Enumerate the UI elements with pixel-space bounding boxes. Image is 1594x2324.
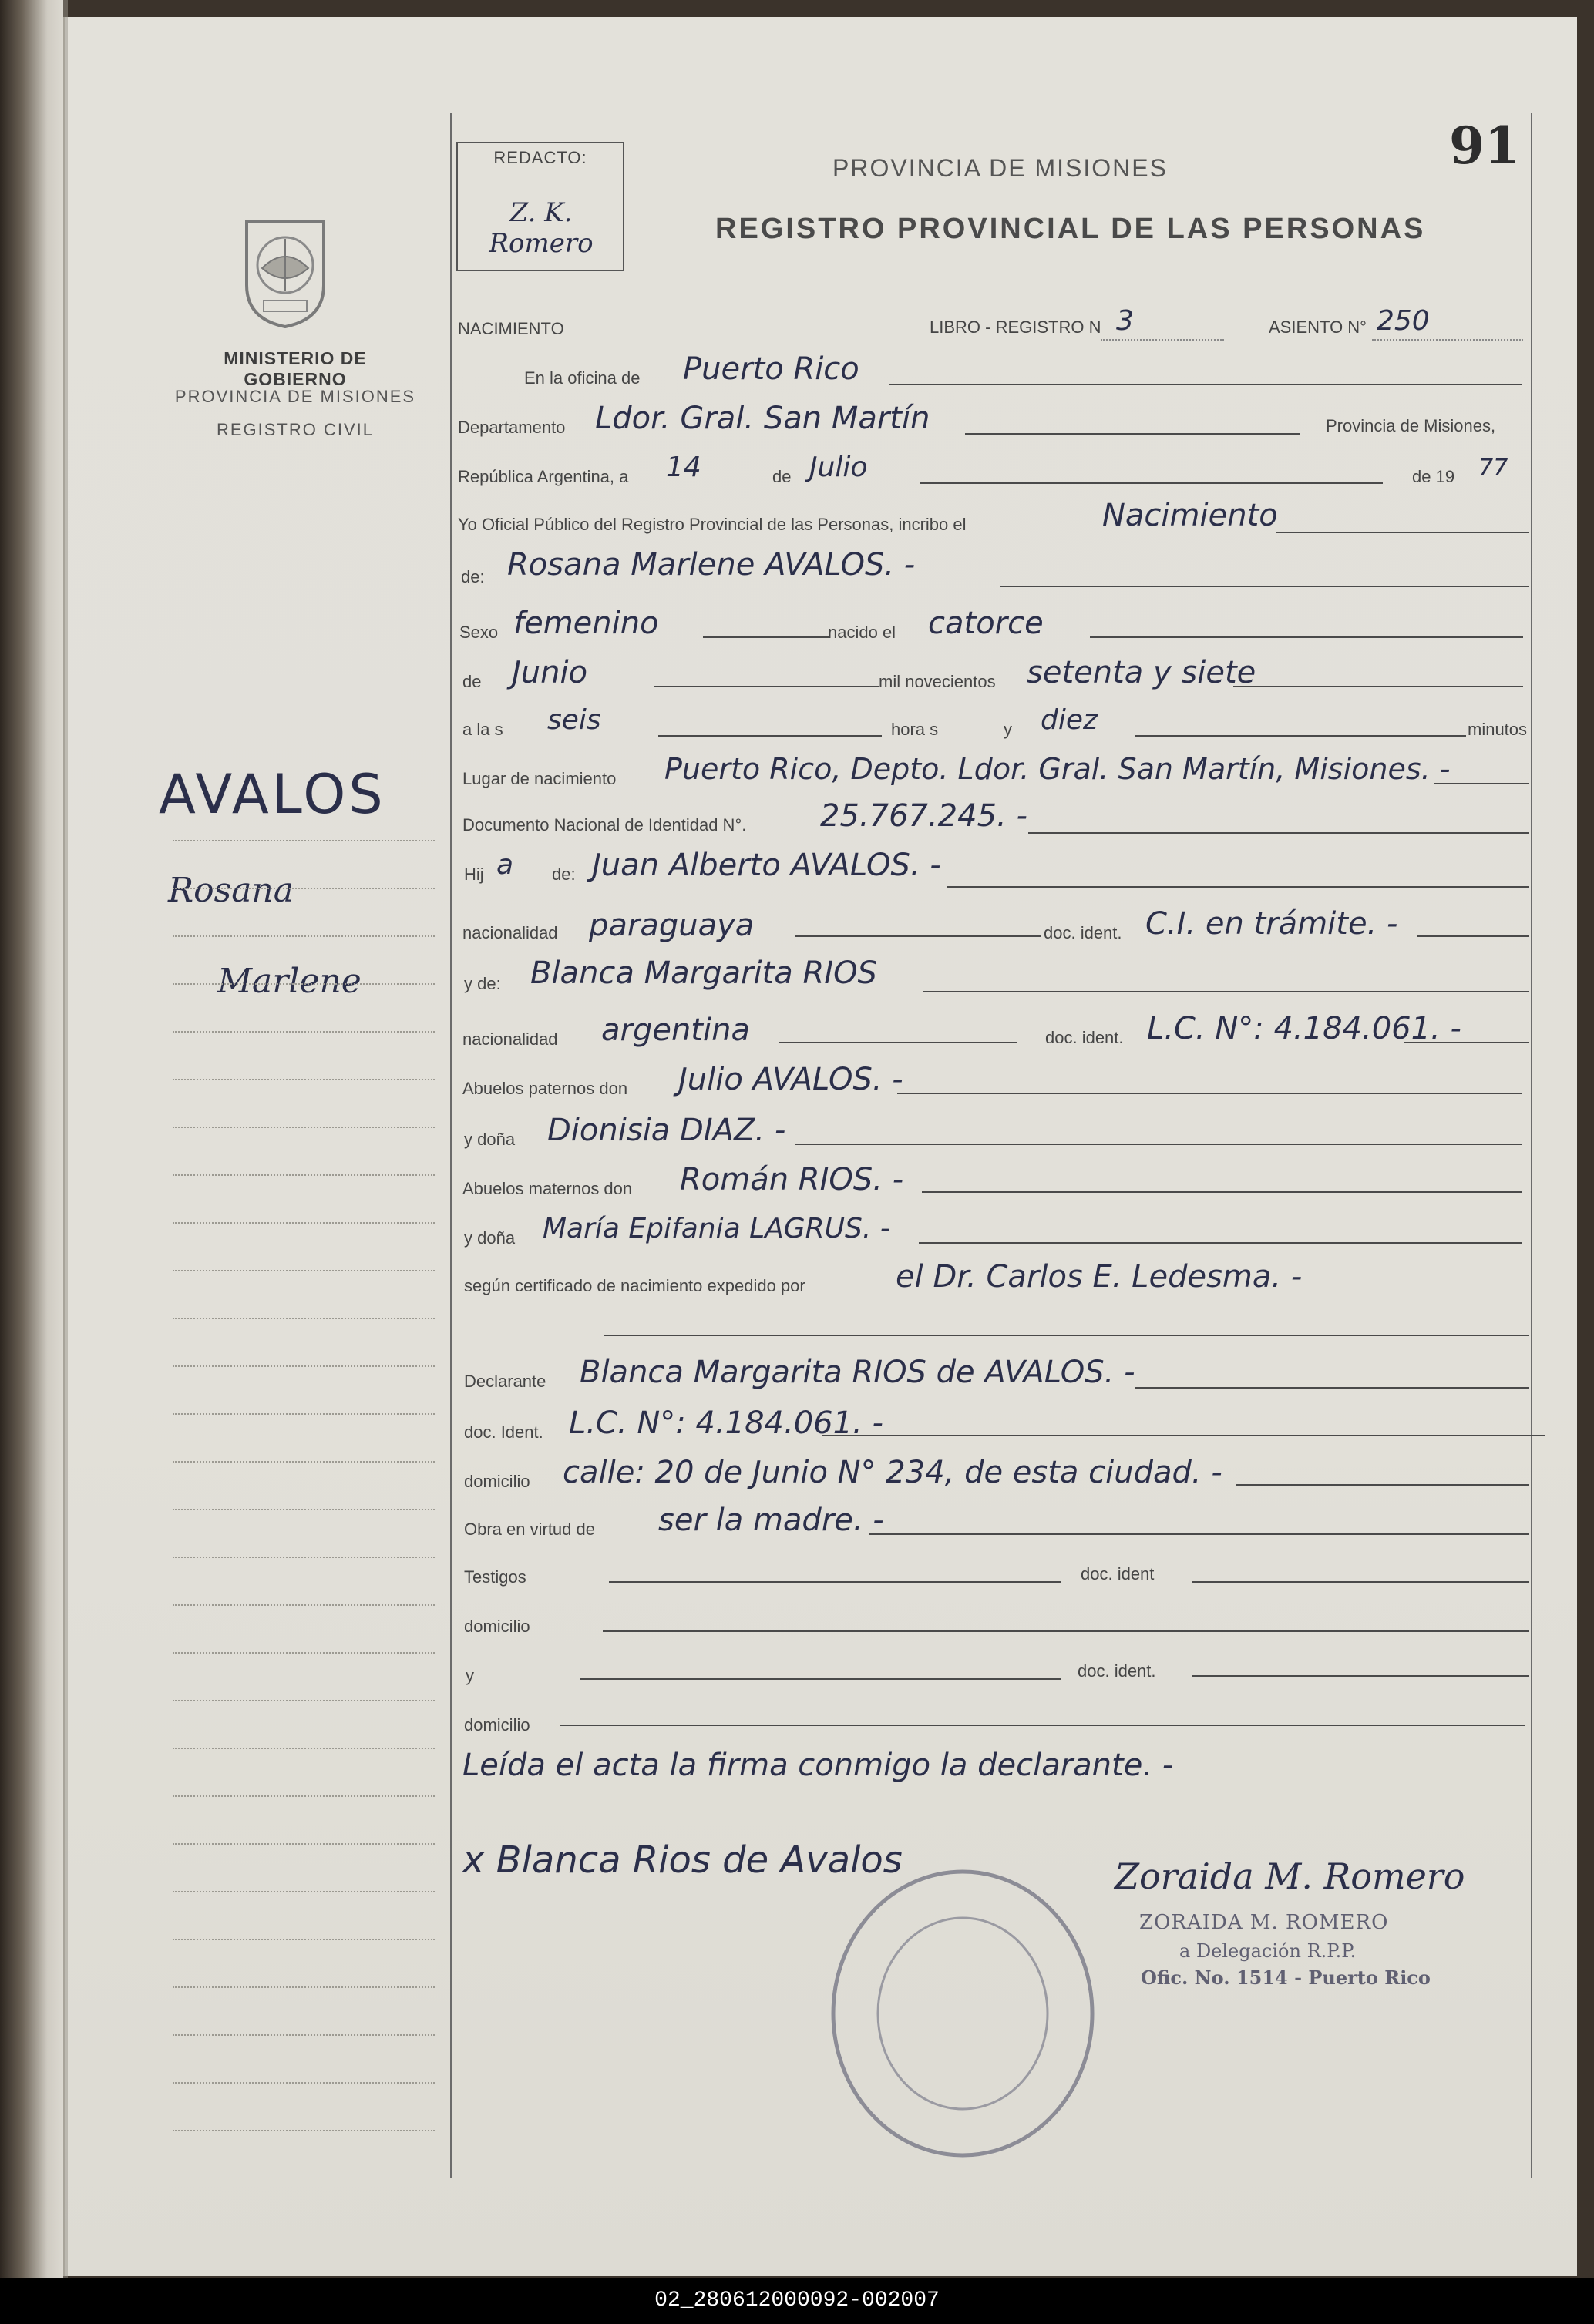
ydona1-label: y doña (464, 1130, 516, 1149)
nacido-value: catorce (928, 606, 1044, 641)
domicilio-label: domicilio (464, 1472, 530, 1491)
cert-value: el Dr. Carlos E. Ledesma. - (896, 1259, 1303, 1295)
nombre-value: Rosana Marlene AVALOS. - (507, 547, 916, 583)
minutos-label: minutos (1468, 720, 1528, 739)
page-binding (63, 0, 68, 2278)
docident-label: doc. Ident. (464, 1422, 543, 1442)
abpat2-value: Dionisia DIAZ. - (547, 1113, 786, 1148)
margin-dotted-line (173, 1748, 435, 1749)
provincia-label: Provincia de Misiones, (1326, 416, 1496, 435)
day-value: 14 (666, 452, 701, 483)
margin-dotted-line (173, 1891, 435, 1892)
departamento-label: Departamento (458, 418, 566, 437)
header-registry: REGISTRO PROVINCIAL DE LAS PERSONAS (715, 213, 1426, 245)
margin-dotted-line (173, 1127, 435, 1128)
lugar-value: Puerto Rico, Depto. Ldor. Gral. San Martín, Misiones. - (664, 752, 1451, 786)
declarante-label: Declarante (464, 1372, 546, 1391)
margin-dotted-line (173, 1509, 435, 1510)
redacto-signature: Z. K. Romero (489, 197, 594, 259)
margin-dotted-line (173, 983, 435, 985)
domicilio-line (1236, 1484, 1529, 1486)
book-edge (0, 0, 63, 2278)
official-office: Ofic. No. 1514 - Puerto Rico (1141, 1966, 1431, 1989)
y2-label: y (466, 1666, 474, 1685)
hija-label: Hij (464, 865, 484, 884)
leida-value: Leída el acta la firma conmigo la declarante. - (462, 1748, 1174, 1783)
anio-nac-line (1233, 686, 1523, 687)
de3-label: de (462, 672, 482, 691)
lugar-label: Lugar de nacimiento (462, 769, 617, 788)
official-name: ZORAIDA M. ROMERO (1139, 1911, 1389, 1934)
cert-label: según certificado de nacimiento expedido por (464, 1276, 805, 1295)
abpat-label: Abuelos paternos don (462, 1079, 628, 1098)
docid1-value: C.I. en trámite. - (1145, 906, 1398, 942)
header-province: PROVINCIA DE MISIONES (832, 154, 1168, 182)
margin-given-name-1: Rosana (168, 871, 294, 910)
asiento-dots (1372, 339, 1523, 341)
redacto-label: REDACTO: (493, 148, 587, 167)
margin-surname: AVALOS (159, 763, 386, 826)
obra-label: Obra en virtud de (464, 1520, 595, 1539)
margin-dotted-line (173, 1795, 435, 1797)
abmat-line (922, 1191, 1522, 1193)
abpat2-line (795, 1144, 1522, 1145)
margin-dotted-line (173, 840, 435, 841)
republica-label: República Argentina, a (458, 467, 629, 486)
departamento-value: Ldor. Gral. San Martín (595, 401, 930, 436)
docid1-label: doc. ident. (1044, 923, 1122, 942)
domicilio2-label: domicilio (464, 1617, 530, 1636)
tdoc2-label: doc. ident. (1078, 1661, 1156, 1681)
departamento-line (965, 433, 1300, 435)
margin-dotted-line (173, 1031, 435, 1033)
oficina-line (889, 384, 1522, 385)
docid2-label: doc. ident. (1045, 1028, 1124, 1047)
obra-line (869, 1533, 1529, 1535)
month-line (920, 482, 1383, 484)
nacimiento-label: NACIMIENTO (458, 319, 564, 338)
nac2-label: nacionalidad (462, 1029, 558, 1049)
asiento-value: 250 (1377, 305, 1430, 337)
margin-dotted-line (173, 1604, 435, 1606)
abmat-value: Román RIOS. - (680, 1162, 904, 1197)
de-label: de (772, 467, 792, 486)
margin-dotted-line (173, 1174, 435, 1176)
docident-line (822, 1435, 1545, 1436)
margin-dotted-line (173, 1413, 435, 1415)
abmat2-value: María Epifania LAGRUS. - (543, 1213, 890, 1244)
right-border-line (1531, 113, 1532, 2178)
domicilio2-line (603, 1630, 1529, 1632)
margin-dotted-line (173, 2130, 435, 2131)
nac1-line (795, 935, 1041, 937)
min-line (1135, 735, 1466, 737)
sexo-value: femenino (513, 606, 659, 641)
domicilio3-line (560, 1725, 1525, 1726)
declarante-line (1135, 1387, 1529, 1389)
margin-dotted-line (173, 1652, 435, 1654)
official-title: a Delegación R.P.P. (1179, 1940, 1357, 1962)
nac2-value: argentina (601, 1013, 750, 1048)
padre-value: Juan Alberto AVALOS. - (592, 848, 941, 883)
mes-nac-value: Junio (512, 655, 588, 690)
hora-line (658, 735, 882, 737)
nombre-line (1000, 586, 1529, 587)
year-value: 77 (1478, 455, 1508, 482)
margin-dotted-line (173, 1986, 435, 1988)
oficina-label: En la oficina de (524, 368, 641, 388)
sexo-line (703, 636, 829, 638)
hija-suffix: a (496, 849, 514, 881)
dni-value: 25.767.245. - (820, 798, 1027, 834)
margin-given-name-2: Marlene (217, 962, 362, 1001)
docid1-line (1417, 935, 1529, 937)
margin-dotted-line (173, 1318, 435, 1319)
sexo-label: Sexo (459, 623, 499, 642)
margin-dotted-line (173, 1700, 435, 1701)
libro-value: 3 (1116, 305, 1134, 337)
margin-dotted-line (173, 1557, 435, 1558)
yde-label: y de: (464, 974, 501, 993)
coat-of-arms-icon (236, 214, 335, 330)
margin-dotted-line (173, 1079, 435, 1080)
libro-dots (1101, 339, 1224, 341)
tdoc-line (1192, 1581, 1529, 1583)
province-label: PROVINCIA DE MISIONES (174, 387, 416, 406)
testigos-label: Testigos (464, 1567, 526, 1587)
margin-dotted-line (173, 2082, 435, 2084)
dni-label: Documento Nacional de Identidad N°. (462, 815, 747, 835)
official-seal-icon (828, 1866, 1098, 2161)
abpat-line (897, 1093, 1522, 1094)
page-number: 91 (1449, 116, 1520, 176)
mil-label: mil novecientos (879, 672, 996, 691)
nacido-label: nacido el (828, 623, 896, 642)
ydona2-label: y doña (464, 1228, 516, 1248)
margin-dotted-line (173, 888, 435, 889)
margin-dotted-line (173, 2034, 435, 2036)
horas-label: hora s (891, 720, 939, 739)
madre-line (923, 991, 1529, 992)
oficial-label: Yo Oficial Público del Registro Provincial de las Personas, incribo el (458, 515, 967, 534)
nacido-line (1090, 636, 1523, 638)
official-signature: Zoraida M. Romero (1115, 1856, 1465, 1897)
nac1-value: paraguaya (589, 908, 755, 943)
declarant-signature: x Blanca Rios de Avalos (462, 1839, 903, 1882)
abmat2-line (919, 1242, 1522, 1244)
min-value: diez (1041, 704, 1098, 736)
obra-value: ser la madre. - (658, 1503, 884, 1538)
margin-dotted-line (173, 1843, 435, 1845)
madre-value: Blanca Margarita RIOS (530, 955, 877, 991)
margin-dotted-line (173, 935, 435, 937)
de2-label: de: (461, 567, 485, 586)
docid2-line (1404, 1042, 1529, 1043)
lugar-line (1434, 783, 1529, 784)
docid2-value: L.C. N°: 4.184.061. - (1147, 1011, 1461, 1046)
registry-label: REGISTRO CIVIL (216, 420, 375, 439)
testigos-line (609, 1581, 1061, 1583)
mes-nac-line (654, 686, 879, 687)
redacto-box (456, 142, 624, 271)
oficina-value: Puerto Rico (683, 351, 859, 387)
y-label: y (1004, 720, 1012, 739)
oficial-value: Nacimiento (1102, 498, 1278, 533)
dni-line (1028, 832, 1529, 834)
domicilio3-label: domicilio (464, 1715, 530, 1735)
image-caption: 02_280612000092-002007 (0, 2278, 1594, 2324)
anio-nac-value: setenta y siete (1027, 655, 1256, 690)
oficial-line (1276, 532, 1529, 533)
hora-value: seis (547, 704, 601, 736)
nac1-label: nacionalidad (462, 923, 558, 942)
padre-line (947, 886, 1529, 888)
margin-divider-line (450, 113, 452, 2178)
abmat-label: Abuelos maternos don (462, 1179, 633, 1198)
declarante-value: Blanca Margarita RIOS de AVALOS. - (580, 1355, 1135, 1390)
margin-dotted-line (173, 1365, 435, 1367)
tdoc-label: doc. ident (1081, 1564, 1155, 1583)
docident-value: L.C. N°: 4.184.061. - (569, 1405, 883, 1441)
margin-dotted-line (173, 1939, 435, 1940)
cert-line-2 (604, 1335, 1529, 1336)
hija-de-label: de: (552, 865, 576, 884)
margin-dotted-line (173, 1461, 435, 1463)
ministry-label: MINISTERIO DE GOBIERNO (224, 348, 367, 389)
margin-dotted-line (173, 1270, 435, 1271)
year-label: de 19 (1412, 467, 1455, 486)
abpat-value: Julio AVALOS. - (678, 1062, 903, 1097)
alas-label: a la s (462, 720, 503, 739)
month-value: Julio (809, 452, 868, 483)
nac2-line (779, 1042, 1017, 1043)
asiento-label: ASIENTO N° (1269, 317, 1367, 337)
y2-line (580, 1678, 1061, 1680)
margin-dotted-line (173, 1222, 435, 1224)
libro-label: LIBRO - REGISTRO N (930, 317, 1101, 337)
domicilio-value: calle: 20 de Junio N° 234, de esta ciudad. - (563, 1455, 1222, 1490)
tdoc2-line (1192, 1675, 1529, 1677)
